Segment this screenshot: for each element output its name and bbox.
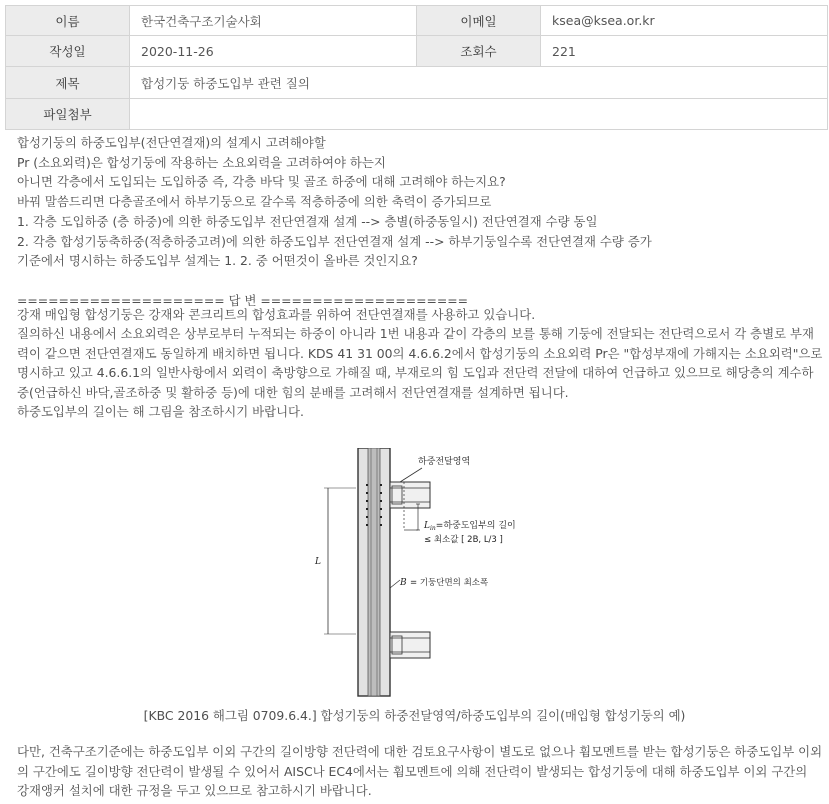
steel-core bbox=[368, 448, 380, 696]
question-line: 아니면 각층에서 도입되는 도입하중 즉, 각층 바닥 및 골조 하중에 대해 고려해야 하는지요? bbox=[17, 174, 506, 190]
blank-line bbox=[17, 271, 823, 291]
answer-paragraph-1: 강재 매입형 합성기둥은 강재와 콘크리트의 합성효과를 위하여 전단연결재를 사용하고 있습니다. bbox=[17, 307, 536, 322]
answer-paragraph-3: 하중도입부의 길이는 해 그림을 참조하시기 바랍니다. bbox=[17, 404, 304, 420]
closing-text: 다만, 건축구조기준에는 하중도입부 이외 구간의 길이방향 전단력에 대한 검토요구사항이 별도로 없으나 휨모멘트를 받는 합성기둥은 하중도입부 이외의 구간에도 길이방향 전단력이 발생될 수 있어서 AISC나 EC4에서는 휨모멘트에 의해 전단력이 발생되는 합성기둥에 대해 하중도입부 이외 구간의 강재앵커 설치에 대한 규정을 두고 있으므로 참고하시기 바랍니다. bbox=[17, 744, 823, 799]
answer-divider: ==================== 답 변 ==================== bbox=[17, 292, 469, 308]
answer-paragraph-2: 질의하신 내용에서 소요외력은 상부로부터 누적되는 하중이 아니라 1번 내용과 같이 각층의 보를 통해 기둥에 전달되는 전단력으로서 각 층별로 부재력이 같으면 전단연결재도 동일하게 배치하면 됩니다. KDS 41 31 00의 4.6.6.2에서 합성기둥의 소요외력 Pr은 "합성부재에 가해지는 소요외력"으로 명시하고 있고 4.6.6.1의 일반사항에서 외력이 축방향으로 가해질 때, 부재로의 힘 도입과 전단력 전달에 대하여 언급하고 있으므로 해당층의 계수하중(언급하신 바닥,골조하중 및 활하중 등)에 대한 힘의 분배를 고려해서 전단연결재를 설계하면 됩니다. bbox=[17, 326, 823, 400]
length-label: L bbox=[315, 557, 321, 567]
question-line: 합성기둥의 하중도입부(전단연결재)의 설계시 고려해야할 bbox=[17, 135, 326, 150]
meta-row-subject bbox=[6, 67, 828, 99]
lin-limit-label: ≤ 최소값 [ 2B, L/3 ] bbox=[424, 535, 503, 545]
composite-column-diagram bbox=[300, 448, 530, 698]
answer-body bbox=[17, 305, 823, 421]
meta-row-date bbox=[6, 36, 828, 67]
question-line: 1. 각층 도입하중 (층 하중)에 의한 하중도입부 전단연결재 설계 --> 층별(하중동일시) 전단연결재 수량 동일 bbox=[17, 213, 598, 229]
lin-label: $L_{in}=$하중도입부의 길이 bbox=[424, 521, 516, 532]
post-date: 2020-11-26 bbox=[130, 36, 417, 67]
question-body bbox=[17, 133, 823, 310]
subject-label: 제목 bbox=[6, 67, 130, 99]
email-label: 이메일 bbox=[417, 6, 541, 36]
view-count: 221 bbox=[541, 36, 828, 67]
closing-paragraph bbox=[17, 742, 823, 801]
name-label: 이름 bbox=[6, 6, 130, 36]
meta-row-name bbox=[6, 6, 828, 36]
meta-row-attachment bbox=[6, 99, 828, 130]
question-line: 2. 각층 합성기둥축하중(적층하중고려)에 의한 하중도입부 전단연결재 설계 --> 하부기둥일수록 전단연결재 수량 증가 bbox=[17, 233, 652, 249]
attachment-label: 파일첨부 bbox=[6, 99, 130, 130]
load-transfer-figure bbox=[300, 448, 530, 698]
author-name: 한국건축구조기술사회 bbox=[130, 6, 417, 36]
date-label: 작성일 bbox=[6, 36, 130, 67]
views-label: 조회수 bbox=[417, 36, 541, 67]
question-line: 기준에서 명시하는 하중도입부 설계는 1. 2. 중 어떤것이 올바른 것인지요? bbox=[17, 253, 418, 269]
width-label-text: = 기둥단면의 최소폭 bbox=[410, 578, 489, 588]
figure-caption: [KBC 2016 해그림 0709.6.4.] 합성기둥의 하중전달영역/하중도입부의 길이(매입형 합성기둥의 예) bbox=[143, 708, 686, 723]
width-label: B bbox=[400, 578, 407, 588]
attachment-value[interactable] bbox=[130, 99, 828, 130]
post-subject: 합성기둥 하중도입부 관련 질의 bbox=[130, 67, 828, 99]
author-email: ksea@ksea.or.kr bbox=[541, 6, 828, 36]
zone-label: 하중전달영역 bbox=[418, 457, 471, 467]
question-line: Pr (소요외력)은 합성기둥에 작용하는 소요외력을 고려하여야 하는지 bbox=[17, 154, 386, 170]
post-meta-table bbox=[5, 5, 828, 130]
question-line: 바꿔 말씀드리면 다층골조에서 하부기둥으로 갈수록 적층하중에 의한 축력이 증가되므로 bbox=[17, 194, 492, 210]
